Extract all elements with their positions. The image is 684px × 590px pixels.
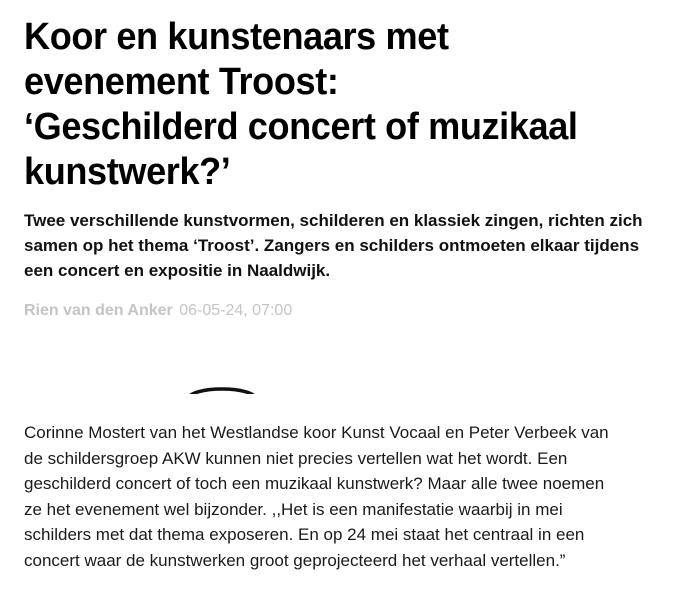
- lead-line: zich samen op het thema ‘Troost’. Zangers en schilders ontmoeten elkaar: [24, 211, 643, 255]
- publish-date: 06-05-24, 07:00: [179, 302, 293, 319]
- headline-line: Koor en kunstenaars met: [24, 16, 449, 58]
- body-line: ze het evenement wel bijzonder. ,,Het is een manifestatie waarbij in mei: [24, 499, 563, 519]
- article-body-paragraph: [24, 420, 664, 574]
- article-lead: [24, 208, 660, 283]
- article: [24, 0, 660, 570]
- lead-line: Twee verschillende kunstvormen, schilderen en klassiek zingen, richten: [24, 211, 605, 230]
- body-line: Corinne Mostert van het Westlandse koor Kunst Vocaal en Peter Verbeek van: [24, 423, 609, 442]
- body-line: schilders met dat thema exposeren. En op 24 mei staat het centraal in een: [24, 525, 585, 545]
- body-line: de schildersgroep AKW kunnen niet precies vertellen wat het wordt. Een: [24, 448, 568, 468]
- media-loading-spinner: [187, 386, 257, 394]
- headline-line: evenement Troost:: [24, 61, 339, 103]
- article-headline: [24, 0, 628, 195]
- body-line: concert waar de kunstwerken groot geprojecteerd het verhaal vertellen.”: [24, 550, 566, 570]
- body-line: geschilderd concert of toch een muzikaal kunstwerk? Maar alle twee noemen: [24, 474, 605, 494]
- author-name[interactable]: Rien van den Anker: [24, 302, 173, 319]
- lead-line: tijdens een concert en expositie in Naaldwijk.: [24, 236, 640, 280]
- loading-arc-icon: [187, 386, 257, 394]
- headline-line: kunstwerk?’: [24, 151, 231, 193]
- headline-line: ‘Geschilderd concert of muzikaal: [24, 106, 578, 148]
- byline: [24, 301, 292, 321]
